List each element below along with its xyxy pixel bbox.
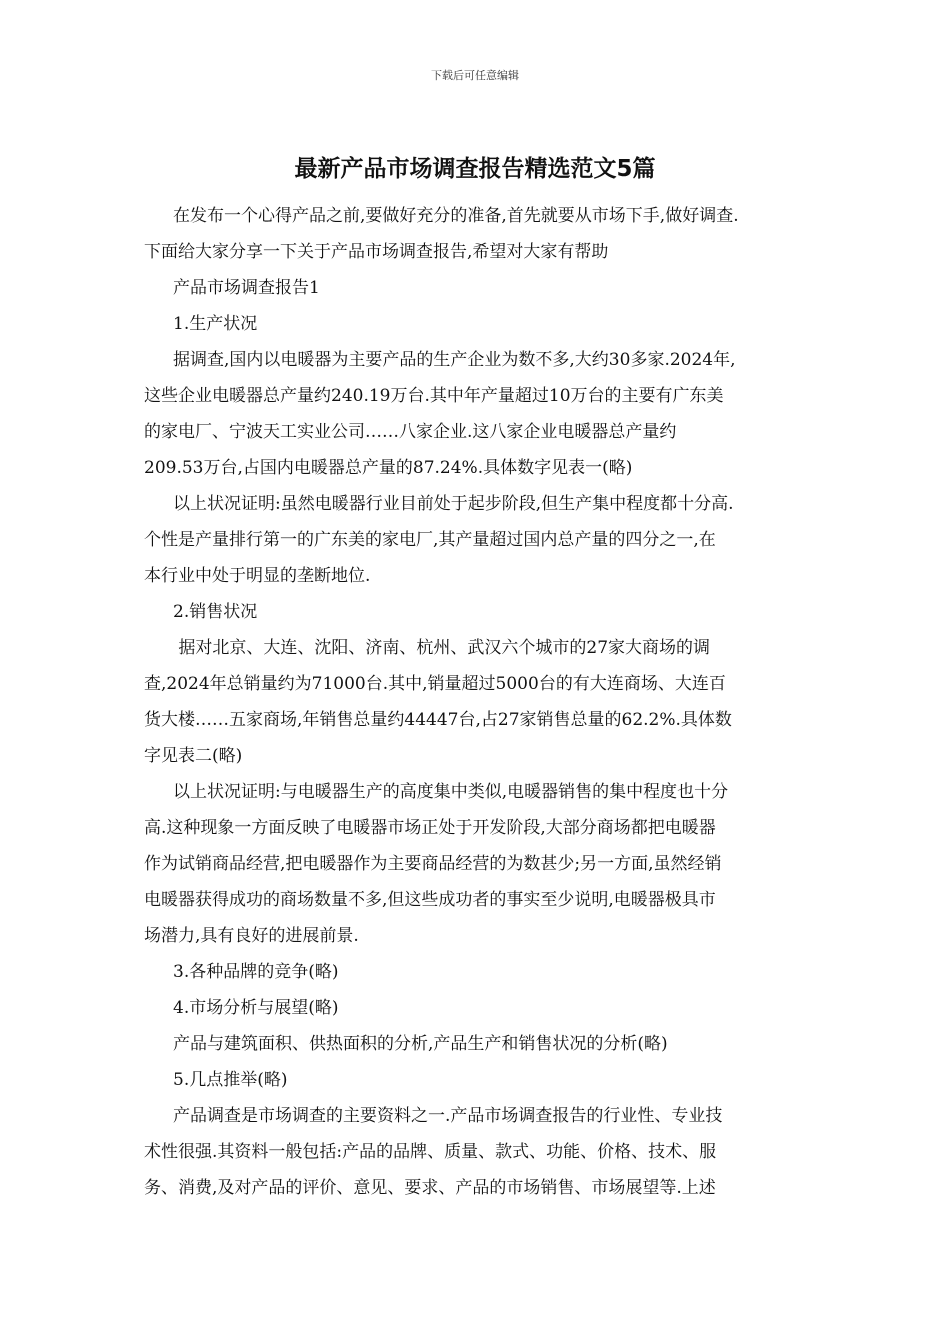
- body-line: 字见表二(略): [144, 746, 243, 766]
- body-line: 据调查,国内以电暖器为主要产品的生产企业为数不多,大约30多家.2024年,: [173, 350, 736, 370]
- body-line: 个性是产量排行第一的广东美的家电厂,其产量超过国内总产量的四分之一,在: [144, 530, 716, 550]
- body-line: 5.几点推举(略): [173, 1070, 288, 1090]
- body-line: 查,2024年总销量约为71000台.其中,销量超过5000台的有大连商场、大连百: [144, 674, 726, 694]
- body-line: 产品调查是市场调查的主要资料之一.产品市场调查报告的行业性、专业技: [173, 1106, 723, 1126]
- body-line: 电暖器获得成功的商场数量不多,但这些成功者的事实至少说明,电暖器极具市: [144, 890, 716, 910]
- body-line: 4.市场分析与展望(略): [173, 998, 339, 1018]
- body-line: 作为试销商品经营,把电暖器作为主要商品经营的为数甚少;另一方面,虽然经销: [144, 854, 722, 874]
- body-line: 这些企业电暖器总产量约240.19万台.其中年产量超过10万台的主要有广东美: [144, 386, 724, 406]
- body-line: 2.销售状况: [173, 602, 258, 622]
- body-line: 1.生产状况: [173, 314, 258, 334]
- body-line: 产品与建筑面积、供热面积的分析,产品生产和销售状况的分析(略): [173, 1034, 668, 1054]
- body-line: 下面给大家分享一下关于产品市场调查报告,希望对大家有帮助: [144, 242, 609, 262]
- body-line: 产品市场调查报告1: [173, 278, 320, 298]
- header-note: 下载后可任意编辑: [431, 69, 519, 82]
- document-body: [144, 198, 814, 1206]
- body-line: 以上状况证明:虽然电暖器行业目前处于起步阶段,但生产集中程度都十分高.: [173, 494, 734, 514]
- body-line: 据对北京、大连、沈阳、济南、杭州、武汉六个城市的27家大商场的调: [173, 638, 711, 658]
- body-line: 以上状况证明:与电暖器生产的高度集中类似,电暖器销售的集中程度也十分: [173, 782, 729, 802]
- document-title: 最新产品市场调查报告精选范文5篇: [294, 156, 656, 182]
- body-line: 务、消费,及对产品的评价、意见、要求、产品的市场销售、市场展望等.上述: [144, 1178, 716, 1198]
- body-line: 高.这种现象一方面反映了电暖器市场正处于开发阶段,大部分商场都把电暖器: [144, 818, 716, 838]
- body-line: 的家电厂、宁波天工实业公司……八家企业.这八家企业电暖器总产量约: [144, 422, 677, 442]
- body-line: 3.各种品牌的竞争(略): [173, 962, 339, 982]
- body-line: 货大楼……五家商场,年销售总量约44447台,占27家销售总量的62.2%.具体数: [144, 710, 732, 730]
- body-line: 在发布一个心得产品之前,要做好充分的准备,首先就要从市场下手,做好调查.: [173, 206, 739, 226]
- body-line: 本行业中处于明显的垄断地位.: [144, 566, 371, 586]
- body-line: 术性很强.其资料一般包括:产品的品牌、质量、款式、功能、价格、技术、服: [144, 1142, 717, 1162]
- body-line: 209.53万台,占国内电暖器总产量的87.24%.具体数字见表一(略): [144, 458, 633, 478]
- body-line: 场潜力,具有良好的进展前景.: [144, 926, 359, 946]
